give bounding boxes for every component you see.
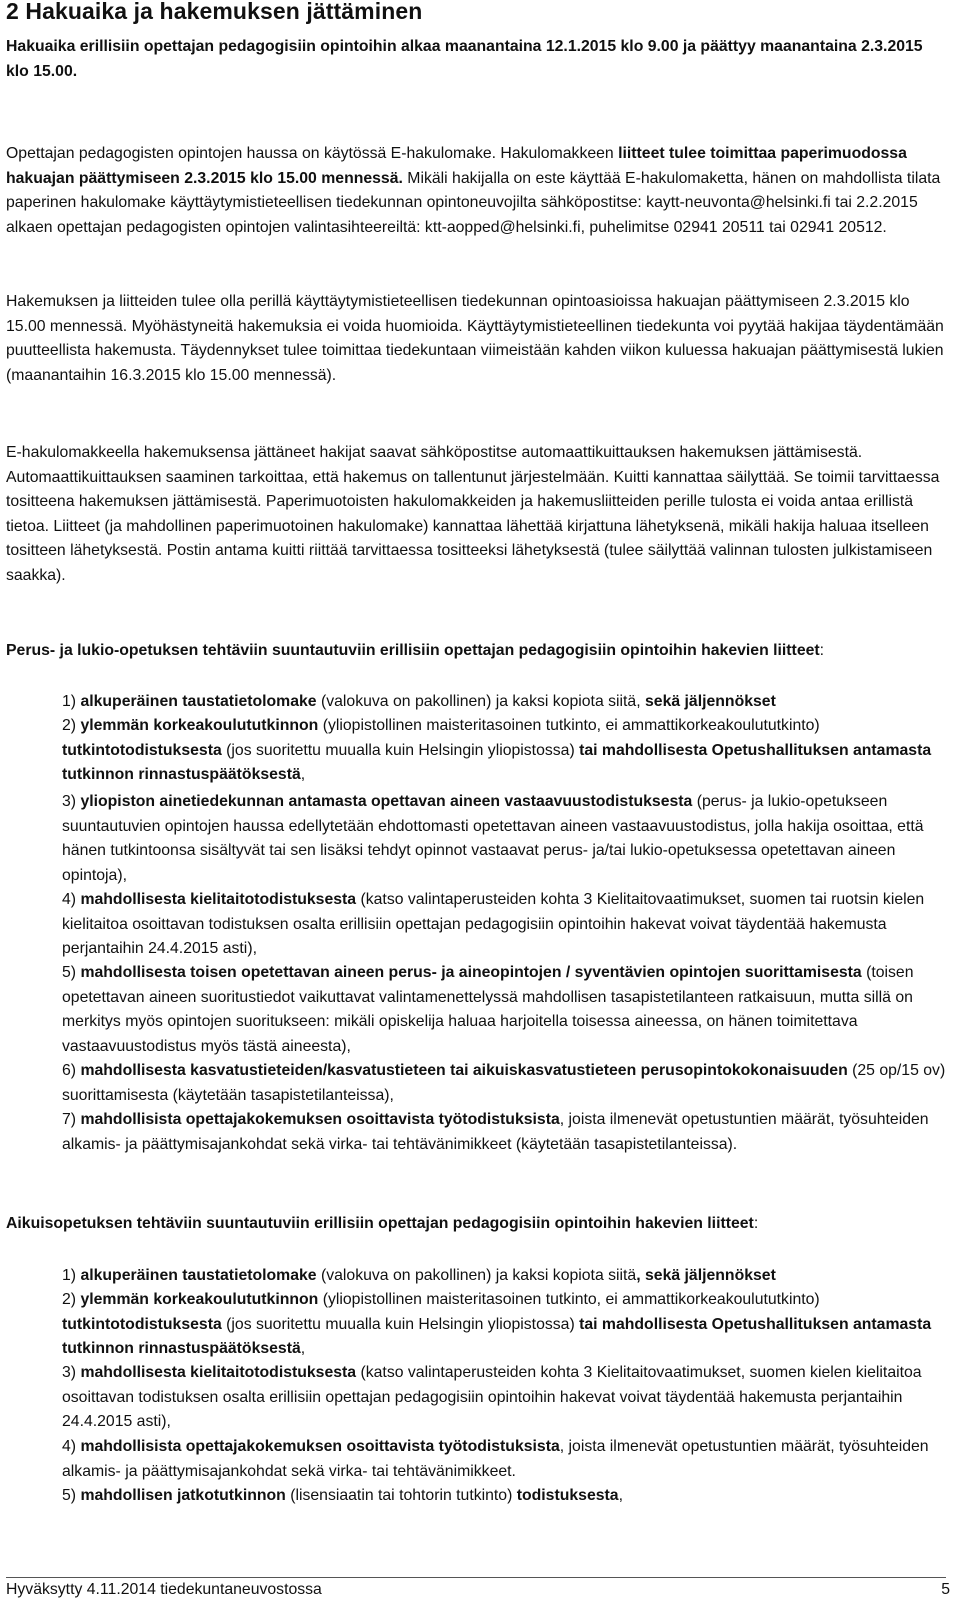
- list-item-text: (25 op/15 ov) suorittamisesta (käytetään tasapistetilanteissa),: [62, 1062, 946, 1104]
- list-item-text: 5): [62, 1487, 81, 1504]
- list-item: [62, 790, 947, 888]
- application-period-paragraph: Hakuaika erillisiin opettajan pedagogisiin opintoihin alkaa maanantaina 12.1.2015 klo 9.00 ja päättyy maanantaina 2.3.2015 klo 15.00.: [6, 38, 923, 80]
- list-item-bold-text: mahdollisesta kielitaitotodistuksesta: [80, 1364, 357, 1381]
- list-item-text: ,: [300, 1340, 306, 1357]
- list-item: [62, 714, 947, 788]
- list2-heading-text: Aikuisopetuksen tehtäviin suuntautuviin erillisiin opettajan pedagogisiin opintoihin hakevien liitteet: [6, 1215, 754, 1232]
- list-item: [62, 1108, 947, 1157]
- list-item-text: , joista ilmenevät opetustuntien määrät, työsuhteiden alkamis- ja päättymisajankohdat sekä virka- tai tehtävänimikkeet (käytetään tasapistetilanteissa).: [62, 1111, 929, 1153]
- list-item: [62, 961, 947, 1059]
- list-item-bold-text: , sekä jäljennökset: [636, 1267, 776, 1284]
- list-item-text: 1): [62, 693, 81, 710]
- list-item: [62, 1288, 947, 1362]
- list-item-text: (yliopistollinen maisteritasoinen tutkinto, ei ammattikorkeakoulututkinto): [318, 717, 820, 734]
- list-item-bold-text: mahdollisista opettajakokemuksen osoittavista työtodistuksista: [80, 1438, 560, 1455]
- list-item-text: (valokuva on pakollinen) ja kaksi kopiota siitä: [316, 1267, 637, 1284]
- footer-approval-text: Hyväksytty 4.11.2014 tiedekuntaneuvostossa: [6, 1581, 322, 1598]
- list-item-text: (toisen opetettavan aineen suoritustiedot vaikuttavat valintamenettelyssä mahdollisen tasapistetilanteen ratkaisuun, mutta sillä on merkitys myös opintojen suoritukseen: mikäli opiskelija haluaa harjoitella toisessa aineessa, on hänen toimitettava vastaavuustodistus myös tästä aineesta),: [62, 964, 914, 1055]
- list-item-bold-text: tai mahdollisesta Opetushallituksen antamasta tutkinnon rinnastuspäätöksestä: [62, 741, 932, 783]
- receipt-paragraph: E-hakulomakkeella hakemuksensa jättäneet hakijat saavat sähköpostitse automaattikuittauksen hakemuksen jättämisestä. Automaattikuittauksen saaminen tarkoittaa, että hakemus on tallentunut järjestelmään. Kuitti kannattaa säilyttää. Se toimii tarvittaessa tositteena hakemuksen jättämisestä. Paperimuotoisten hakulomakkeiden ja hakemusliitteiden perille tulosta ei voida antaa erillistä tietoa. Liitteet (ja mahdollinen paperimuotoinen hakulomake) kannattaa lähettää kirjattuna lähetyksenä, mikäli hakija haluaa itselleen tositteen lähetyksestä. Postin antama kuitti riittää tarvittaessa tositteeksi lähetyksestä (tulee säilyttää valinnan tulosten julkistamiseen saakka).: [6, 444, 940, 584]
- list-item-text: 3): [62, 1364, 81, 1381]
- list-item-text: 4): [62, 891, 81, 908]
- list-item-text: (jos suoritettu muualla kuin Helsingin yliopistossa): [221, 741, 580, 759]
- list-item-text: 6): [62, 1062, 81, 1079]
- list-item: [62, 888, 947, 962]
- list-item-text: (katso valintaperusteiden kohta 3 Kielitaitovaatimukset, suomen kielen kielitaitoa osoittavan todistuksen osalta erillisiin opettajan pedagogisiin opintoihin hakevat voivat täydentää hakemusta perjantaihin 24.4.2015 asti),: [62, 1364, 922, 1430]
- list-item-text: (lisensiaatin tai tohtorin tutkinto): [285, 1487, 517, 1504]
- list-item-text: , joista ilmenevät opetustuntien määrät, työsuhteiden alkamis- ja päättymisajankohdat sekä virka- tai tehtävänimikkeet.: [62, 1438, 929, 1480]
- list-item-bold-text: ylemmän korkeakoulututkinnon: [80, 717, 319, 734]
- list-item-bold-text: sekä jäljennökset: [645, 693, 776, 710]
- list-item-bold-text: mahdollisesta toisen opetettavan aineen perus- ja aineopintojen / syventävien opintojen suorittamisesta: [80, 964, 862, 981]
- list-item-bold-text: mahdollisesta kasvatustieteiden/kasvatustieteen tai aikuiskasvatustieteen perusopintokokonaisuuden: [80, 1062, 848, 1079]
- list-item-text: 2): [62, 717, 81, 734]
- e-form-deadline-bold: liitteet tulee toimittaa paperimuodossa hakuajan päättymiseen 2.3.2015 klo 15.00 mennessä.: [6, 145, 907, 187]
- list-item-text: 1): [62, 1267, 81, 1284]
- section-title: 2 Hakuaika ja hakemuksen jättäminen: [6, 0, 423, 24]
- list-item-text: (katso valintaperusteiden kohta 3 Kielitaitovaatimukset, suomen tai ruotsin kielen kielitaitoa osoittavan todistuksen osalta erillisiin opettajan pedagogisiin opintoihin hakevat voivat täydentää hakemusta perjantaihin 24.4.2015 asti),: [62, 891, 925, 957]
- list-item-text: 4): [62, 1438, 81, 1455]
- list-item-text: (yliopistollinen maisteritasoinen tutkinto, ei ammattikorkeakoulututkinto): [318, 1291, 820, 1308]
- list-item: [62, 1435, 947, 1484]
- list1-heading-colon: :: [819, 642, 825, 659]
- list-item-text: 7): [62, 1111, 81, 1128]
- list-item-bold-text: tai mahdollisesta Opetushallituksen antamasta tutkinnon rinnastuspäätöksestä: [62, 1315, 932, 1357]
- e-form-paragraph: [6, 142, 946, 240]
- e-form-text-a: Opettajan pedagogisten opintojen haussa on käytössä E-hakulomake. Hakulomakkeen: [6, 145, 619, 162]
- list-item-text: 3): [62, 793, 81, 810]
- list-item-text: ,: [618, 1487, 623, 1504]
- list-item-bold-text: mahdollisesta kielitaitotodistuksesta: [80, 891, 357, 908]
- list-item-text: (perus- ja lukio-opetukseen suuntautuvien opintojen haussa edellytetään ehdottomasti opetettavan aineen vastaavuustodistus, jolla hakija osoittaa, että hänen tutkintoonsa sisältyvät tai sen lisäksi tehdyt opinnot vastaavat perus- ja/tai lukio-opetuksessa opetettavan aineen opintoja),: [62, 793, 924, 884]
- list1-heading: [6, 639, 946, 664]
- list-item-text: ,: [300, 766, 306, 783]
- list-item-bold-text: todistuksesta: [516, 1487, 619, 1504]
- e-form-text-c: Mikäli hakijalla on este käyttää E-hakulomaketta, hänen on mahdollista tilata paperinen hakulomake käyttäytymistieteellisen tiedekunnan opintoneuvojilta sähköpostitse: kaytt-neuvonta@helsinki.fi tai 2.2.2015 alkaen opettajan pedagogisten opintojen valintasihteereiltä: ktt-aopped@helsinki.fi, puhelimitse 02941 20511 tai 02941 20512.: [6, 169, 941, 236]
- list-item-text: (valokuva on pakollinen) ja kaksi kopiota siitä,: [316, 693, 645, 710]
- list-item-text: 2): [62, 1291, 81, 1308]
- list-item-bold-text: alkuperäinen taustatietolomake: [80, 693, 317, 710]
- footer-page-number: 5: [941, 1581, 950, 1598]
- list1-heading-text: Perus- ja lukio-opetuksen tehtäviin suuntautuviin erillisiin opettajan pedagogisiin opintoihin hakevien liitteet: [6, 642, 820, 659]
- list-item-text: 5): [62, 964, 81, 981]
- list2-heading-colon: :: [753, 1215, 759, 1232]
- list-item-bold-text: yliopiston ainetiedekunnan antamasta opettavan aineen vastaavuustodistuksesta: [80, 793, 693, 810]
- list-item: [62, 1059, 947, 1108]
- list-item-bold-text: mahdollisen jatkotutkinnon: [80, 1487, 286, 1504]
- list-item-bold-text: alkuperäinen taustatietolomake: [80, 1267, 317, 1284]
- list-item-bold-text: ylemmän korkeakoulututkinnon: [80, 1291, 319, 1308]
- deadline-paragraph: Hakemuksen ja liitteiden tulee olla perillä käyttäytymistieteellisen tiedekunnan opintoasioissa hakuajan päättymiseen 2.3.2015 klo 15.00 mennessä. Myöhästyneitä hakemuksia ei voida huomioida. Käyttäytymistieteellinen tiedekunta voi pyytää hakijaa täydentämään puutteellista hakemusta. Täydennykset tulee toimittaa tiedekuntaan viimeistään kahden viikon kuluessa hakuajan päättymisestä lukien (maanantaihin 16.3.2015 klo 15.00 mennessä).: [6, 293, 944, 384]
- list-item: [62, 690, 947, 715]
- list-item-text: (jos suoritettu muualla kuin Helsingin yliopistossa): [221, 1315, 580, 1333]
- list-item-bold-text: mahdollisista opettajakokemuksen osoittavista työtodistuksista: [80, 1111, 560, 1128]
- list-item-bold-text: tutkintotodistuksesta: [62, 741, 222, 759]
- list-item: [62, 1484, 947, 1509]
- list2-heading: [6, 1212, 946, 1237]
- list-item: [62, 1264, 947, 1289]
- footer-divider: [6, 1577, 946, 1578]
- list-item-bold-text: tutkintotodistuksesta: [62, 1315, 222, 1333]
- list-item: [62, 1361, 947, 1435]
